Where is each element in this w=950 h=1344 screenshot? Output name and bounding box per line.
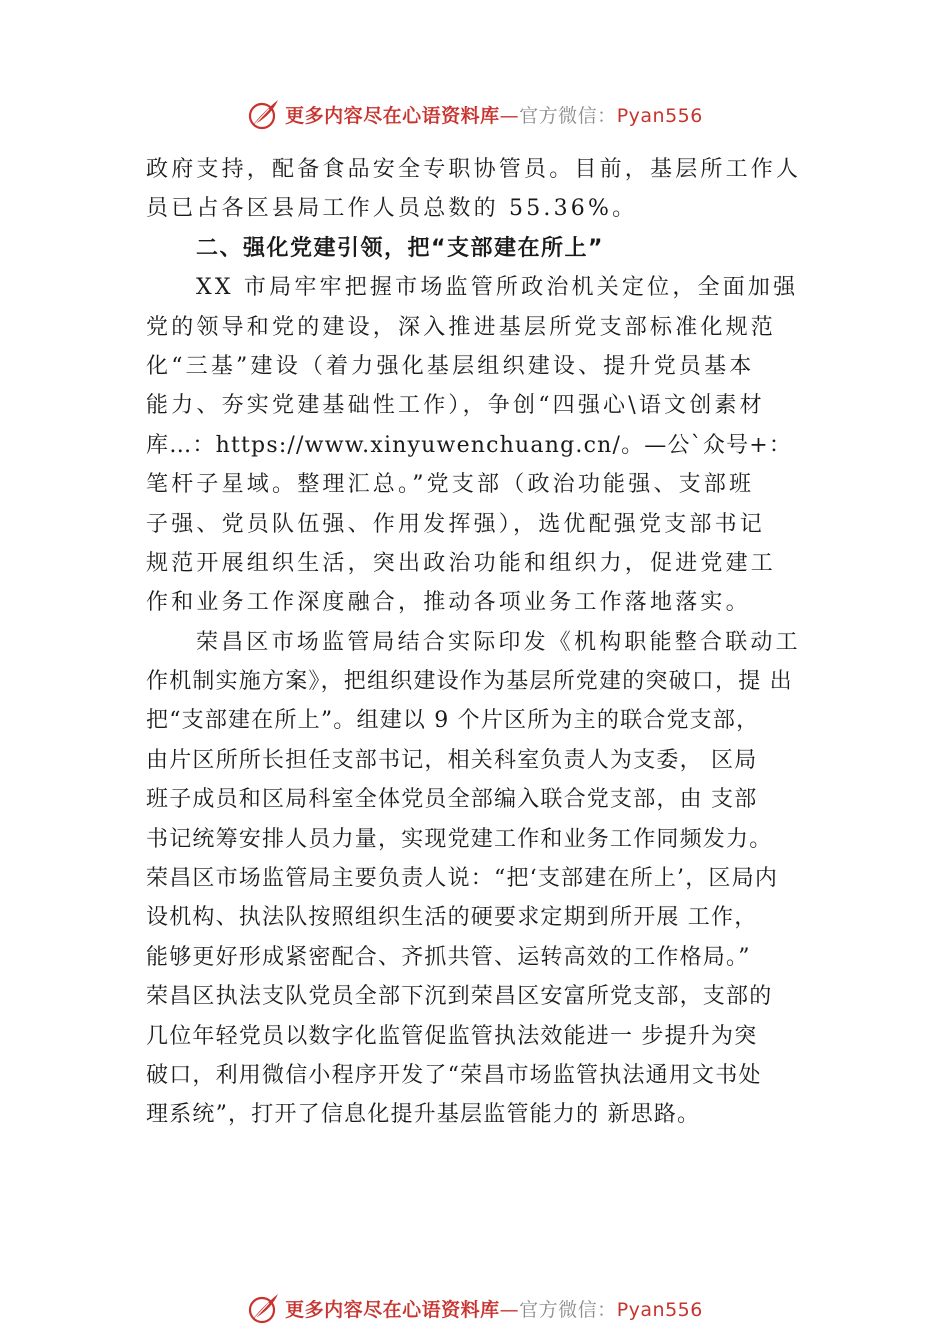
header-watermark-banner [0,94,950,134]
body-line: 员已占各区县局工作人员总数的 55.36%。 [146,196,638,222]
body-line: 笔杆子星域。整理汇总。”党支部（政治功能强、支部班 [146,472,755,498]
body-line: 库…：https://www.xinyuwenchuang.cn/。—公`众号+： [146,432,793,458]
body-line: 子强、党员队伍强、作用发挥强），选优配强党支部书记 [146,511,766,537]
banner-account-id: Pyan556 [616,1298,703,1321]
banner-wechat-label: 官方微信： [519,1298,617,1321]
body-line: 能够更好形成紧密配合、齐抓共管、运转高效的工作格局。” [146,944,751,970]
body-line: 化“三基”建设（着力强化基层组织建设、提升党员基本 [146,353,755,379]
banner-brand-text: 更多内容尽在心语资料库 [285,1298,500,1321]
banner-dash: — [499,1298,520,1321]
quill-pen-logo-icon [247,97,281,131]
body-line: 把“支部建在所上”。组建以 9 个片区所为主的联合党支部， [146,708,760,734]
body-line: 由片区所所长担任支部书记，相关科室负责人为支委， 区局 [146,747,758,773]
body-line: 设机构、执法队按照组织生活的硬要求定期到所开展 工作， [146,905,758,931]
section-heading: 二、强化党建引领，把“支部建在所上” [196,235,604,261]
body-line: 破口，利用微信小程序开发了“荣昌市场监管执法通用文书处 [146,1062,762,1088]
body-line: 书记统筹安排人员力量，实现党建工作和业务工作同频发力。 [146,826,773,852]
body-line: 几位年轻党员以数字化监管促监管执法效能进一 步提升为突 [146,1023,758,1049]
body-line: 荣昌区市场监管局主要负责人说：“把‘支部建在所上’，区局内 [146,866,779,892]
body-line: 规范开展组织生活，突出政治功能和组织力，促进党建工 [146,550,777,576]
banner-account-id: Pyan556 [616,104,703,127]
body-line: XX 市局牢牢把握市场监管所政治机关定位，全面加强 [196,275,799,301]
quill-pen-logo-icon [247,1291,281,1325]
footer-watermark-banner [0,1288,950,1328]
banner-brand-text: 更多内容尽在心语资料库 [285,104,500,127]
body-line: 理系统”，打开了信息化提升基层监管能力的 新思路。 [146,1102,701,1128]
banner-wechat-label: 官方微信： [519,104,617,127]
body-line: 政府支持，配备食品安全专职协管员。目前，基层所工作人 [146,157,802,182]
body-line: 作机制实施方案》，把组织建设作为基层所党建的突破口，提 出 [146,669,793,695]
document-body [146,150,832,1135]
body-line: 荣昌区市场监管局结合实际印发《机构职能整合联动工 [196,629,801,655]
banner-dash: — [499,104,520,127]
body-line: 党的领导和党的建设，深入推进基层所党支部标准化规范 [146,314,777,340]
body-line: 班子成员和区局科室全体党员全部编入联合党支部，由 支部 [146,787,758,813]
body-line: 能力、夯实党建基础性工作），争创“四强心\语文创素材 [146,393,765,419]
body-line: 荣昌区执法支队党员全部下沉到荣昌区安富所党支部，支部的 [146,984,773,1010]
body-line: 作和业务工作深度融合，推动各项业务工作落地落实。 [146,590,751,616]
